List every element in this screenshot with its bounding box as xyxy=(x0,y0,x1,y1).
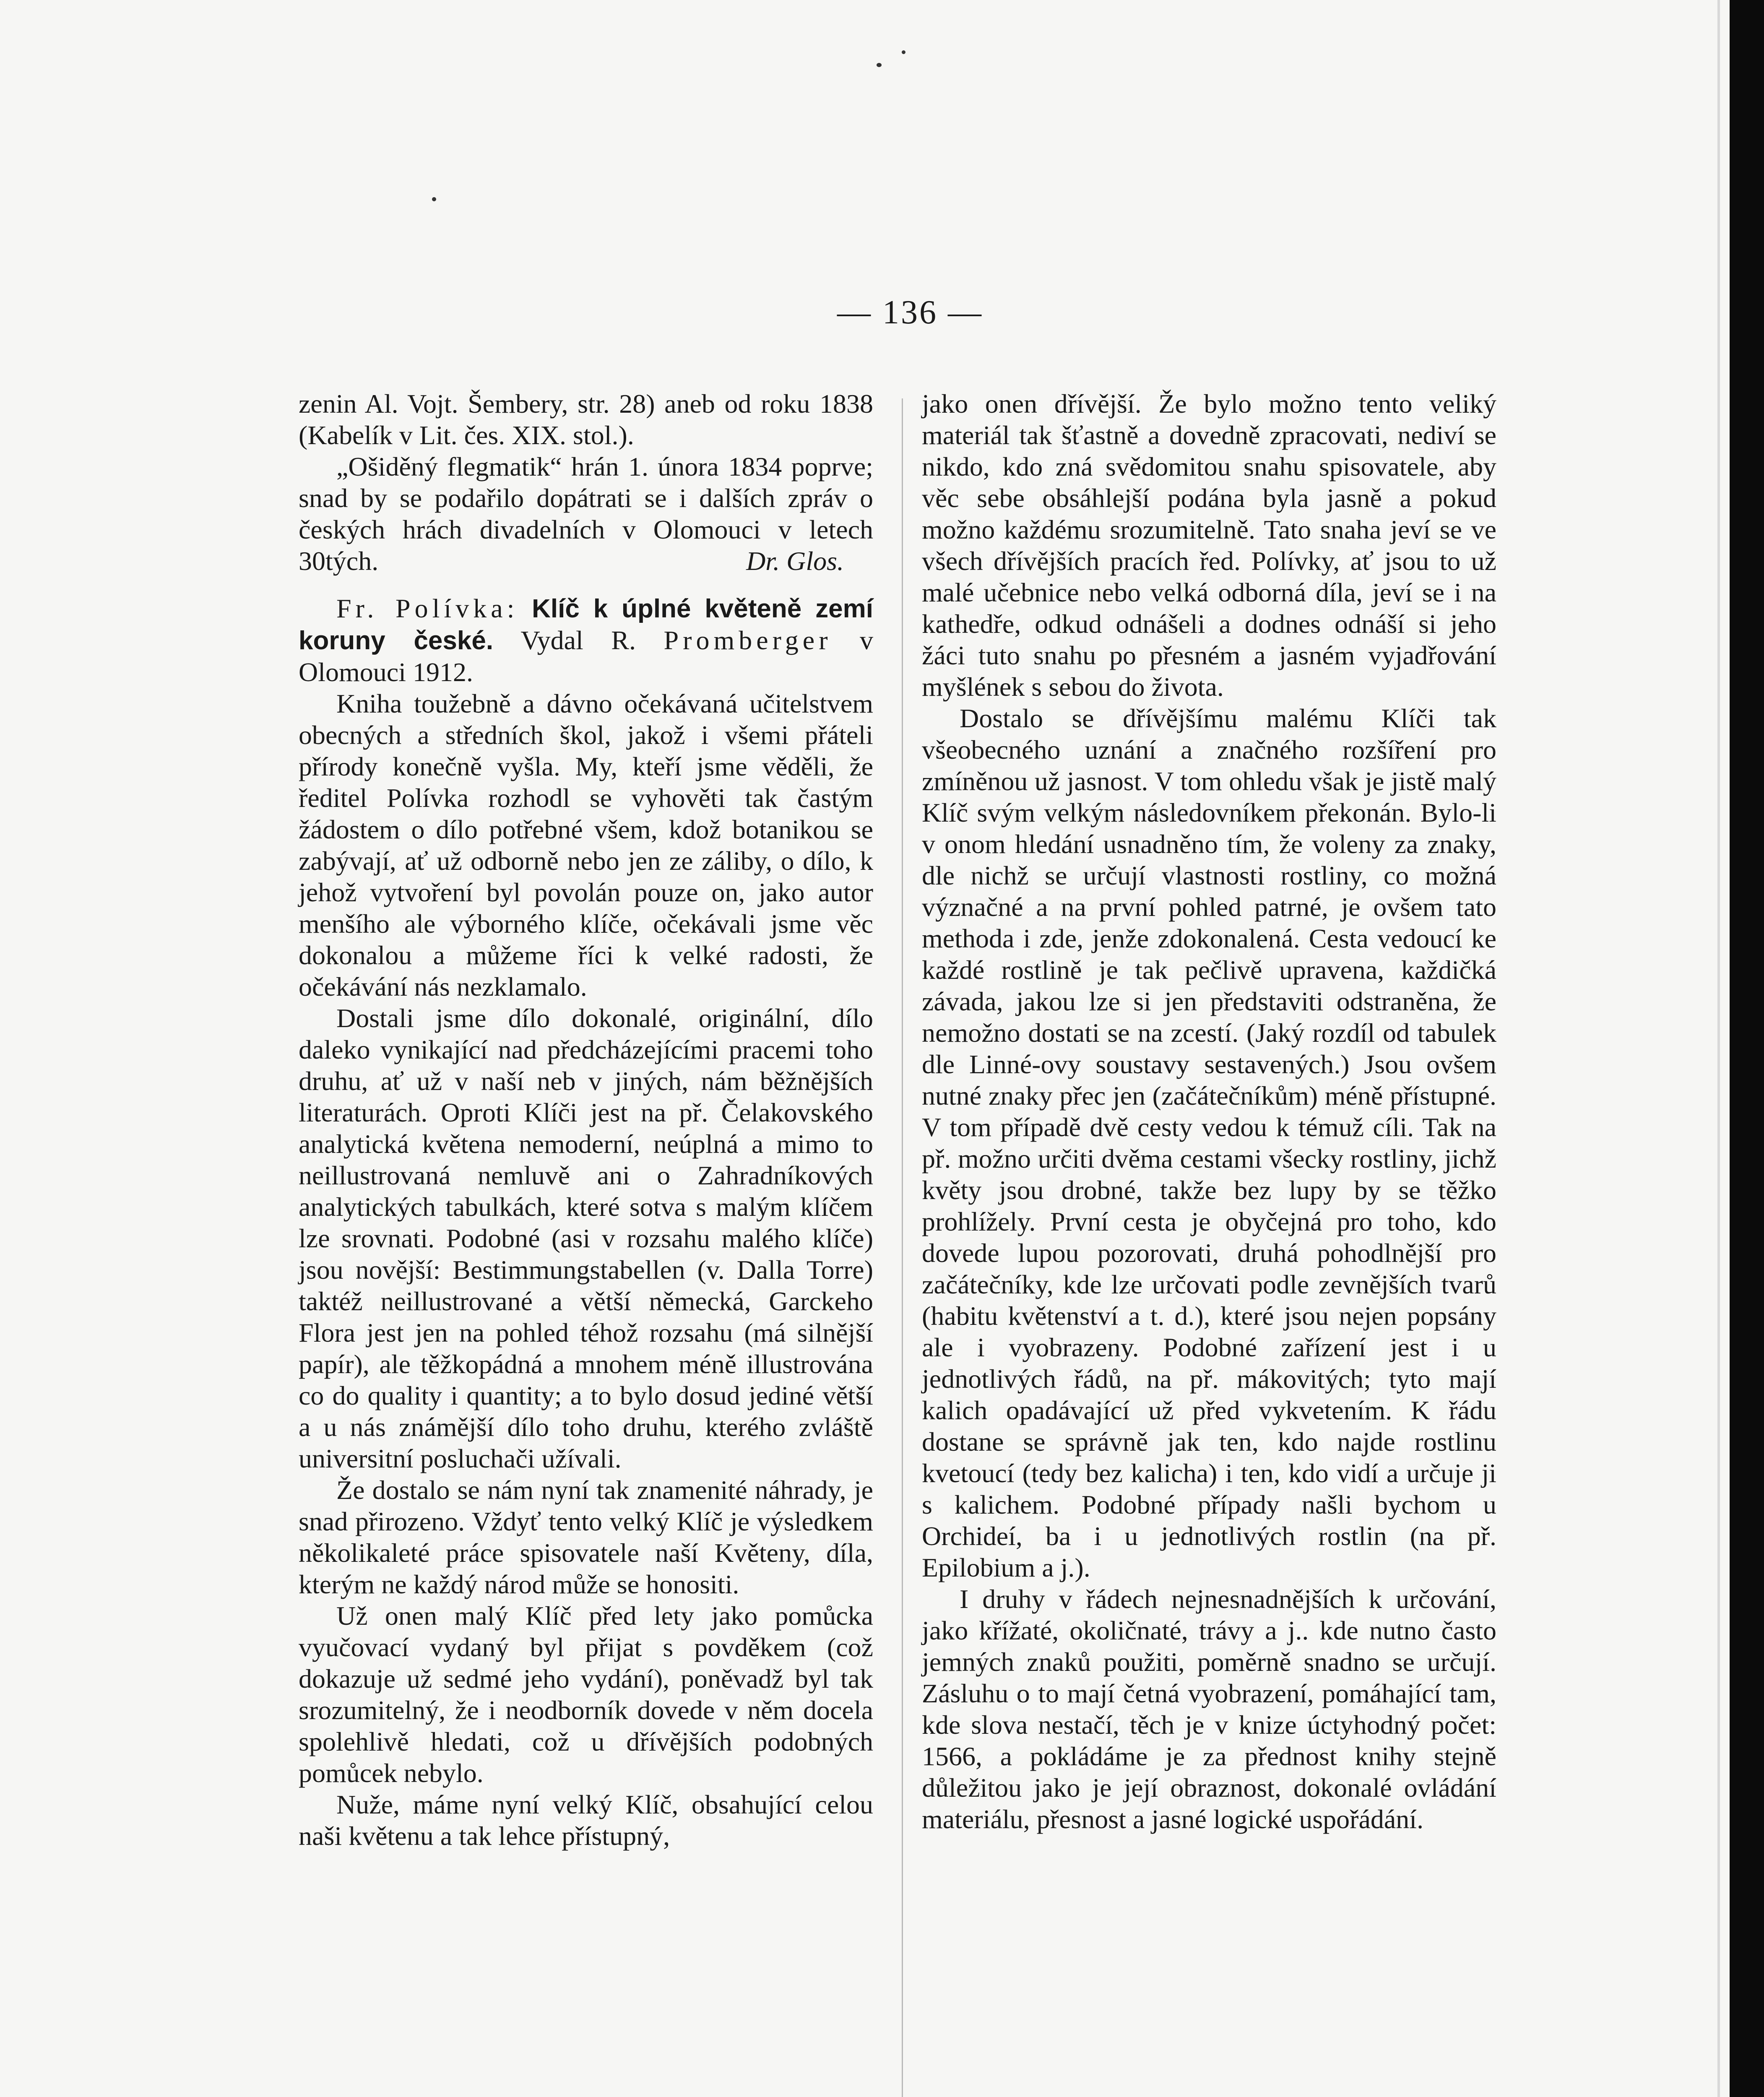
signature: Dr. Glos. xyxy=(746,546,844,576)
paragraph: Nuže, máme nyní velký Klíč, obsahující celou naši květenu a tak lehce přístupný, xyxy=(299,1790,873,1851)
dust-speck xyxy=(877,63,882,67)
scan-edge-bar xyxy=(1730,0,1764,2097)
paragraph: I druhy v řádech nejnesnadnějších k určování, jako křížaté, okoličnaté, trávy a j.. kde nutno často jemných znaků použiti, poměrně snadno se určují. Zásluhu o to mají četná vyobrazení, pomáhající tam, kde slova nestačí, těch je v knize úctyhodný počet: 1566, a pokládáme je za přednost knihy stejně důležitou jako je její obraznost, dokonalé ovládání materiálu, přesnost a jasné logické uspořádání. xyxy=(922,1584,1496,1834)
review-title: Klíč k úplné květeně zemí koruny české. xyxy=(299,594,873,655)
right-column xyxy=(922,388,1496,1835)
paragraph: Dostalo se dřívějšímu malému Klíči tak všeobecného uznání a značného rozšíření pro zmíněnou už jasnost. V tom ohledu však je jistě malý Klíč svým velkým následovníkem překonán. Bylo-li v onom hledání usnadněno tím, že voleny za znaky, dle nichž se určují vlastnosti rostliny, co možná význačné a na první pohled patrné, je ovšem tato methoda i zde, jenže zdokonalená. Cesta vedoucí ke každé rostlině je tak pečlivě upravena, každičká závada, jakou lze si jen představiti odstraněna, že nemožno dostati se na zcestí. (Jaký rozdíl od tabulek dle Linné-ovy soustavy sestavených.) Jsou ovšem nutné znaky přec jen (začátečníkům) méně přístupné. V tom případě dvě cesty vedou k témuž cíli. Tak na př. možno určiti dvěma cestami všecky rostliny, jichž květy jsou drobné, takže bez lupy by se těžko prohlížely. První cesta je obyčejná pro toho, kdo dovede lupou pozorovati, druhá pohodlnější pro začátečníky, kde lze určovati podle zevnějších tvarů (habitu květenství a t. d.), které jsou nejen popsány ale i vyobrazeny. Podobné zařízení jest i u jednotlivých řádů, na př. mákovitých; tyto mají kalich opadávající už před vykvetením. K řádu dostane se správně jak ten, kdo najde rostlinu kvetoucí (tedy bez kalicha) i ten, kdo vidí a určuje ji s kalichem. Podobné případy našli bychom u Orchideí, ba i u jednotlivých rostlin (na př. Epilobium a j.). xyxy=(922,703,1496,1582)
paragraph: Už onen malý Klíč před lety jako pomůcka vyučovací vydaný byl přijat s povděkem (což dokazuje už sedmé jeho vydání), poněvadž byl tak srozumitelný, že i neodborník dovede v něm docela spolehlivě hledati, což u dřívějších podobných pomůcek nebylo. xyxy=(299,1601,873,1788)
dust-speck xyxy=(902,50,905,54)
review-author: Fr. Polívka: xyxy=(336,593,519,623)
dust-speck xyxy=(432,197,436,201)
page-number: — 136 — xyxy=(837,294,983,331)
paragraph xyxy=(299,451,873,577)
review-publication: Vydal R. xyxy=(520,625,636,655)
paragraph: jako onen dřívější. Že bylo možno tento veliký materiál tak šťastně a dovedně zpracovati, nediví se nikdo, kdo zná svědomitou snahu spisovatele, aby věc sebe obsáhlejší podána byla jasně a pokud možno každému srozumitelně. Tato snaha jeví se ve všech dřívějších pracích řed. Polívky, ať jsou to už malé učebnice nebo velká odborná díla, jeví se i na kathedře, odkud odnášeli a dodnes odnáší si jeho žáci tuto snahu po přesném a jasném vyjadřování myšlének s sebou do života. xyxy=(922,389,1496,702)
paragraph: Dostali jsme dílo dokonalé, originální, dílo daleko vynikající nad předcházejícími pracemi toho druhu, ať už v naší neb v jiných, nám běžnějších literaturách. Oproti Klíči jest na př. Čelakovského analytická květena nemoderní, neúplná a mimo to neillustrovaná nemluvě ani o Zahradníkových analytických tabulkách, které sotva s malým klíčem lze srovnati. Podobné (asi v rozsahu malého klíče) jsou novější: Bestimmungstabellen (v. Dalla Torre) taktéž neillustrované a větší německá, Garckeho Flora jest jen na pohled téhož rozsahu (má silnější papír), ale těžkopádná a mnohem méně illustrována co do quality i quantity; a to bylo dosud jediné větší a u nás známější dílo toho druhu, kterého zvláště universitní posluchači užívali. xyxy=(299,1003,873,1473)
review-place: v Olomouci 1912. xyxy=(299,625,874,687)
paragraph: Kniha toužebně a dávno očekávaná učitelstvem obecných a středních škol, jakož i všemi přáteli přírody konečně vyšla. My, kteří jsme věděli, že ředitel Polívka rozhodl se vyhověti tak častým žádostem o dílo potřebné všem, kdož botanikou se zabývají, ať už odborně nebo jen ze záliby, o dílo, k jehož vytvoření byl povolán pouze on, jako autor menšího ale výborného klíče, očekávali jsme věc dokonalou a můžeme říci k velké radosti, že očekávání nás nezklamalo. xyxy=(299,689,873,1002)
column-divider xyxy=(902,398,903,2097)
left-column xyxy=(299,388,873,1852)
review-heading xyxy=(299,593,873,688)
paragraph: zenin Al. Vojt. Šembery, str. 28) aneb od roku 1838 (Kabelík v Lit. čes. XIX. stol.). xyxy=(299,389,873,450)
review-publisher: Promberger xyxy=(663,625,832,655)
page-edge-line xyxy=(1717,0,1720,2097)
paragraph: Že dostalo se nám nyní tak znamenité náhrady, je snad přirozeno. Vždyť tento velký Klíč je výsledkem několikaleté práce spisovatele naší Květeny, díla, kterým ne každý národ může se honositi. xyxy=(299,1475,873,1599)
paragraph-text: „Ošiděný flegmatik“ hrán 1. února 1834 poprve; snad by se podařilo dopátrati se i dalších zpráv o českých hrách divadelních v Olomouci v letech 30tých. xyxy=(299,452,873,576)
